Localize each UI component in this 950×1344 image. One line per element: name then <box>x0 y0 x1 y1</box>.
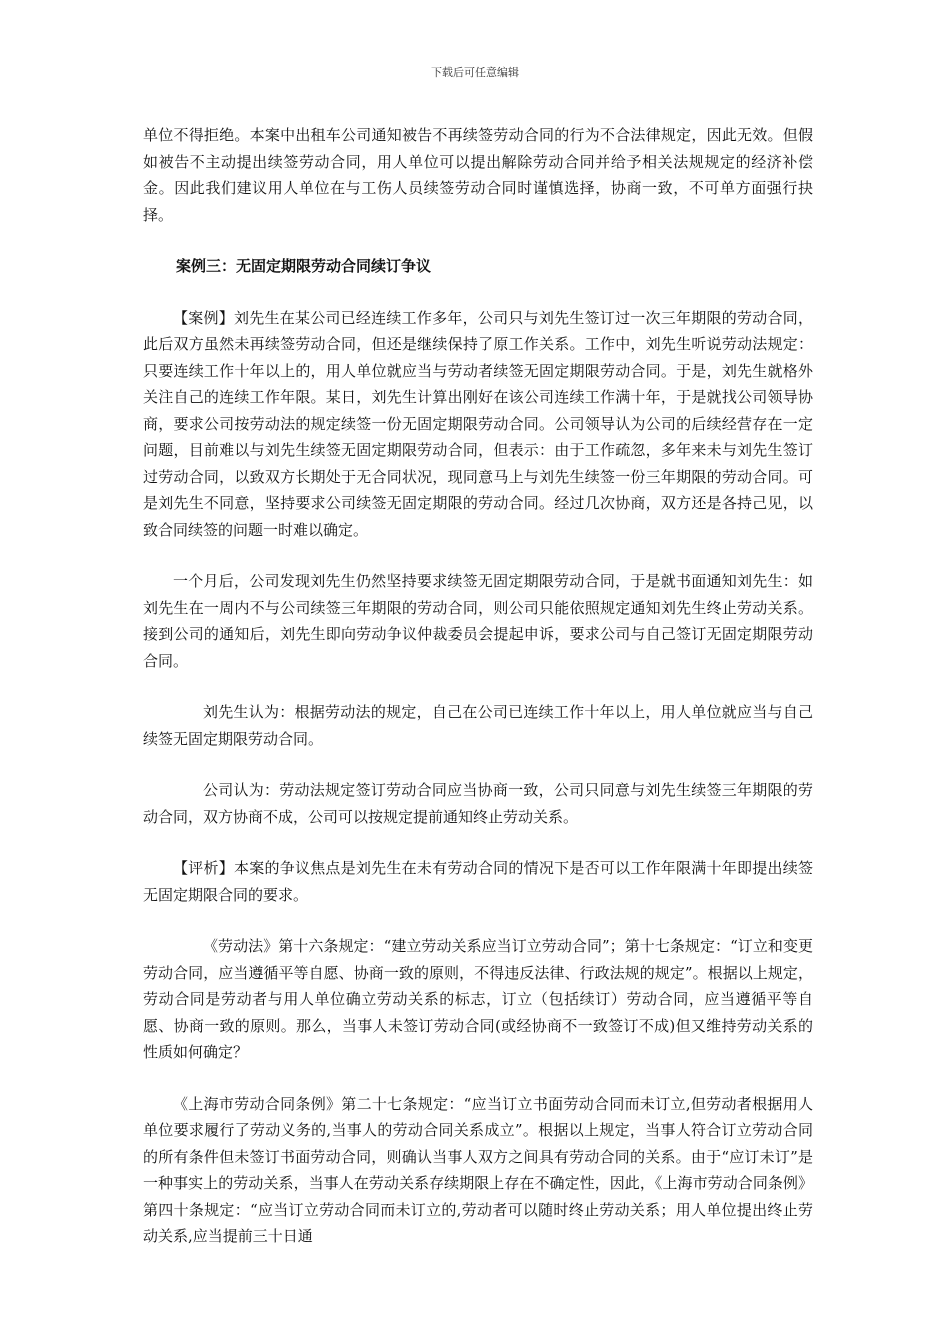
header-text: 下载后可任意编辑 <box>431 66 519 79</box>
paragraph-analysis: 【评析】本案的争议焦点是刘先生在未有劳动合同的情况下是否可以工作年限满十年即提出续签无固定期限合同的要求。 <box>143 859 813 904</box>
page-header <box>0 66 950 80</box>
section-heading: 案例三：无固定期限劳动合同续订争议 <box>176 257 432 275</box>
paragraph-continuation: 单位不得拒绝。本案中出租车公司通知被告不再续签劳动合同的行为不合法律规定，因此无效。但假如被告不主动提出续签劳动合同，用人单位可以提出解除劳动合同并给予相关法规规定的经济补偿金。因此我们建议用人单位在与工伤人员续签劳动合同时谨慎选择，协商一致，不可单方面强行抉择。 <box>143 126 813 224</box>
paragraph-employee-view: 刘先生认为：根据劳动法的规定，自己在公司已连续工作十年以上，用人单位就应当与自己续签无固定期限劳动合同。 <box>143 703 813 748</box>
document-body <box>143 122 813 1275</box>
paragraph-one-month-later: 一个月后，公司发现刘先生仍然坚持要求续签无固定期限劳动合同，于是就书面通知刘先生：如刘先生在一周内不与公司续签三年期限的劳动合同，则公司只能依照规定通知刘先生终止劳动关系。接到公司的通知后，刘先生即向劳动争议仲裁委员会提起申诉，要求公司与自己签订无固定期限劳动合同。 <box>143 572 813 670</box>
paragraph-company-view: 公司认为：劳动法规定签订劳动合同应当协商一致，公司只同意与刘先生续签三年期限的劳动合同，双方协商不成，公司可以按规定提前通知终止劳动关系。 <box>143 781 813 826</box>
paragraph-case: 【案例】刘先生在某公司已经连续工作多年，公司只与刘先生签订过一次三年期限的劳动合同，此后双方虽然未再续签劳动合同，但还是继续保持了原工作关系。工作中，刘先生听说劳动法规定：只要连续工作十年以上的，用人单位就应当与劳动者续签无固定期限劳动合同。于是，刘先生就格外关注自己的连续工作年限。某日，刘先生计算出刚好在该公司连续工作满十年，于是就找公司领导协商，要求公司按劳动法的规定续签一份无固定期限劳动合同。公司领导认为公司的后续经营存在一定问题，目前难以与刘先生续签无固定期限劳动合同，但表示：由于工作疏忽，多年来未与刘先生签订过劳动合同，以致双方长期处于无合同状况，现同意马上与刘先生续签一份三年期限的劳动合同。可是刘先生不同意，坚持要求公司续签无固定期限的劳动合同。经过几次协商，双方还是各持己见，以致合同续签的问题一时难以确定。 <box>143 308 813 539</box>
paragraph-labor-law: 《劳动法》第十六条规定：“建立劳动关系应当订立劳动合同”；第十七条规定：“订立和变更劳动合同，应当遵循平等自愿、协商一致的原则，不得违反法律、行政法规的规定”。根据以上规定，劳动合同是劳动者与用人单位确立劳动关系的标志，订立（包括续订）劳动合同，应当遵循平等自愿、协商一致的原则。那么，当事人未签订劳动合同(或经协商不一致签订不成)但又维持劳动关系的性质如何确定？ <box>143 937 813 1061</box>
paragraph-shanghai-regulation: 《上海市劳动合同条例》第二十七条规定：“应当订立书面劳动合同而未订立,但劳动者根据用人单位要求履行了劳动义务的,当事人的劳动合同关系成立”。根据以上规定，当事人符合订立劳动合同的所有条件但未签订书面劳动合同，则确认当事人双方之间具有劳动合同的关系。由于“应订未订”是一种事实上的劳动关系，当事人在劳动关系存续期限上存在不确定性，因此，《上海市劳动合同条例》第四十条规定：“应当订立劳动合同而未订立的,劳动者可以随时终止劳动关系；用人单位提出终止劳动关系,应当提前三十日通 <box>143 1094 813 1245</box>
